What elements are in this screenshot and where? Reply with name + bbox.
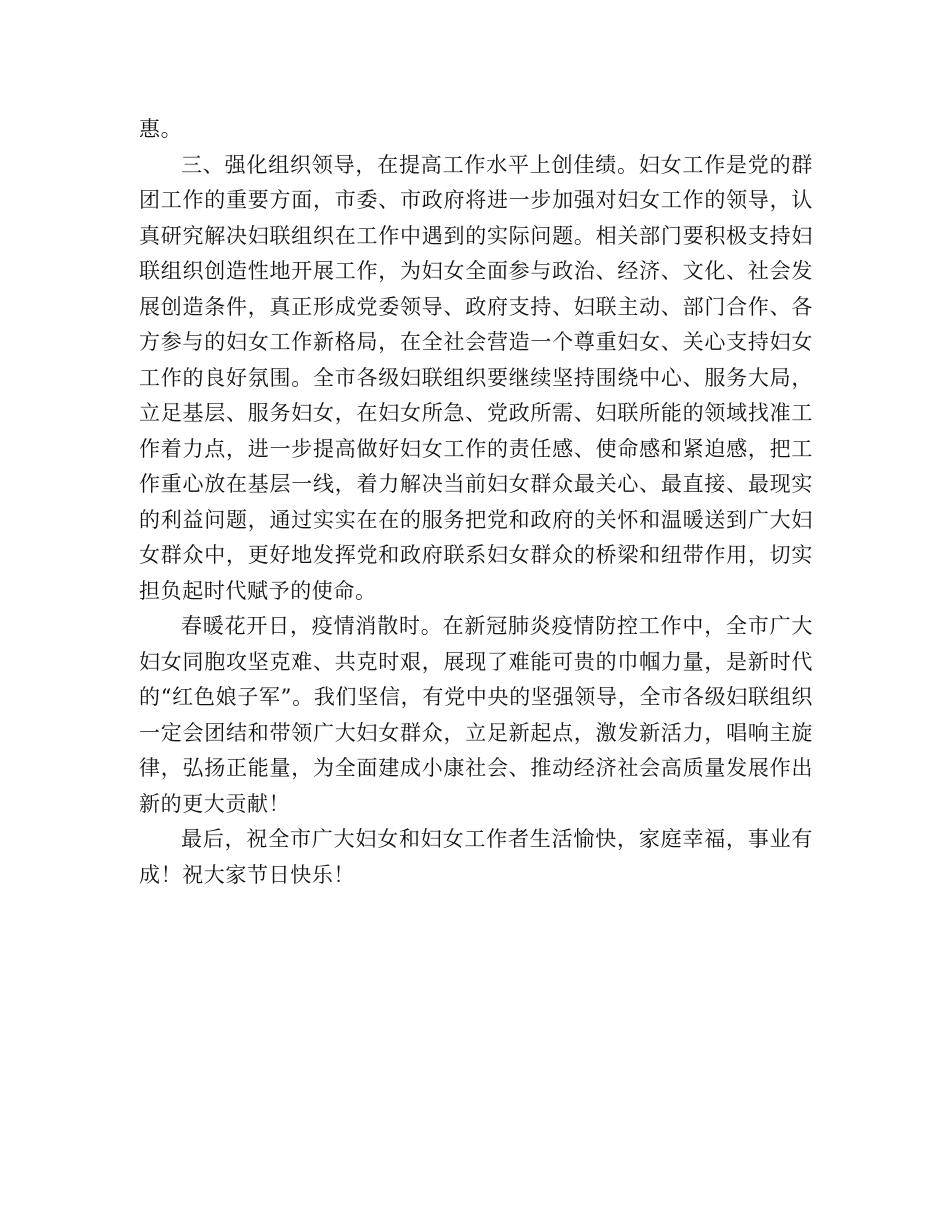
document-body xyxy=(139,112,813,893)
paragraph-closing-wishes: 最后，祝全市广大妇女和妇女工作者生活愉快，家庭幸福，事业有成！祝大家节日快乐！ xyxy=(139,827,813,887)
paragraph-continuation: 惠。 xyxy=(139,117,183,141)
paragraph-spring: 春暖花开日，疫情消散时。在新冠肺炎疫情防控工作中，全市广大妇女同胞攻坚克难、共克时艰，展现了难能可贵的巾帼力量，是新时代的“红色娘子军”。我们坚信，有党中央的坚强领导，全市各级妇联组织一定会团结和带领广大妇女群众，立足新起点，激发新活力，唱响主旋律，弘扬正能量，为全面建成小康社会、推动经济社会高质量发展作出新的更大贡献！ xyxy=(139,614,813,816)
paragraph-section-three: 三、强化组织领导，在提高工作水平上创佳绩。妇女工作是党的群团工作的重要方面，市委、市政府将进一步加强对妇女工作的领导，认真研究解决妇联组织在工作中遇到的实际问题。相关部门要积极支持妇联组织创造性地开展工作，为妇女全面参与政治、经济、文化、社会发展创造条件，真正形成党委领导、政府支持、妇联主动、部门合作、各方参与的妇女工作新格局，在全社会营造一个尊重妇女、关心支持妇女工作的良好氛围。全市各级妇联组织要继续坚持围绕中心、服务大局，立足基层、服务妇女，在妇女所急、党政所需、妇联所能的领域找准工作着力点，进一步提高做好妇女工作的责任感、使命感和紧迫感，把工作重心放在基层一线，着力解决当前妇女群众最关心、最直接、最现实的利益问题，通过实实在在的服务把党和政府的关怀和温暖送到广大妇女群众中，更好地发挥党和政府联系妇女群众的桥梁和纽带作用，切实担负起时代赋予的使命。 xyxy=(139,152,813,603)
